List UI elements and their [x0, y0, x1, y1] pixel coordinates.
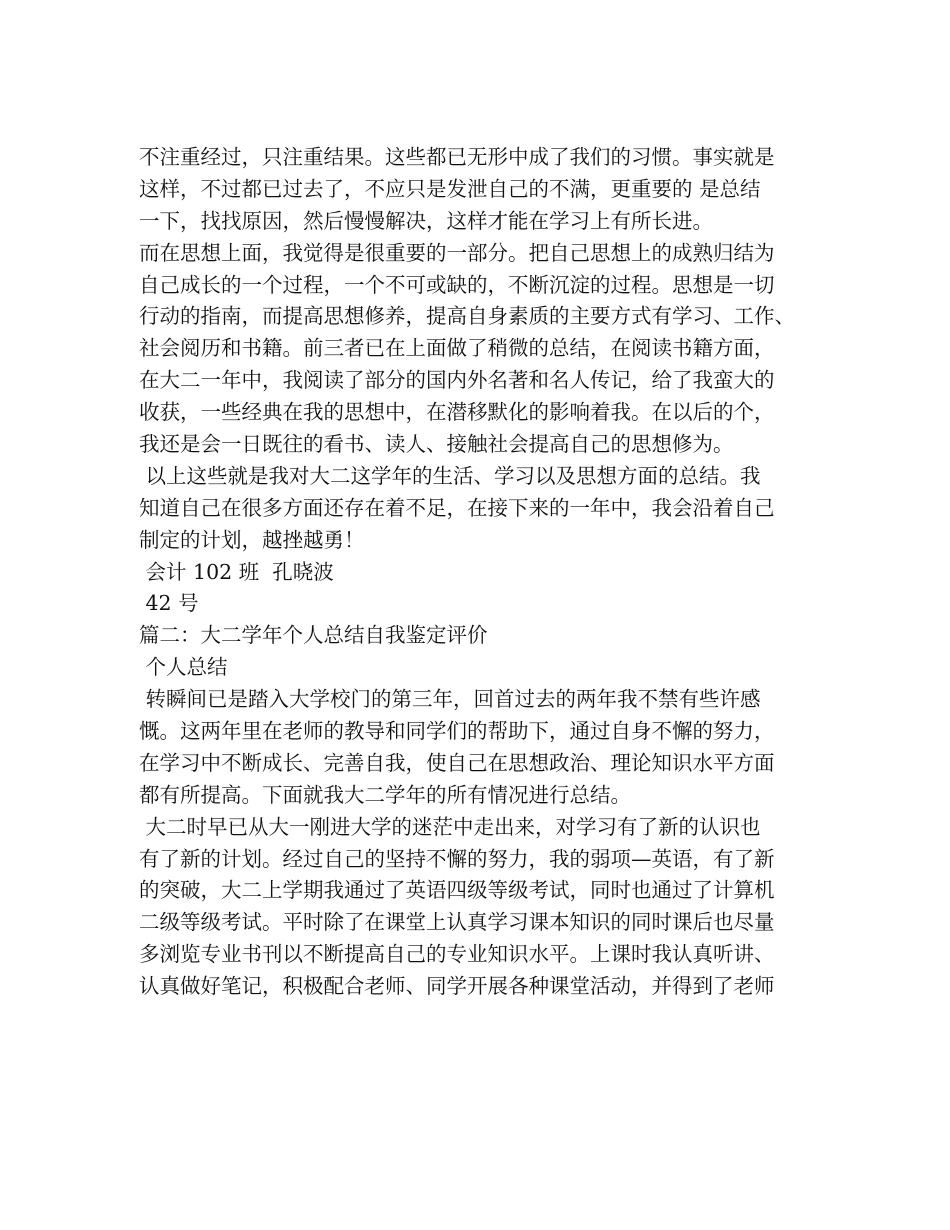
student-number-line: 42 号: [139, 591, 199, 616]
text-line-19: 慨。这两年里在老师的教导和同学们的帮助下，通过自身不懈的努力，: [139, 719, 775, 744]
text-line-25: 二级等级考试。平时除了在课堂上认真学习课本知识的同时课后也尽量: [139, 910, 775, 935]
text-line-2: 这样，不过都已过去了，不应只是发泄自己的不满，更重要的 是总结: [139, 176, 761, 201]
text-line-13: 制定的计划，越挫越勇！: [139, 527, 365, 552]
signature-line: 会计 102 班 孔晓波: [139, 559, 334, 584]
text-line-9: 收获，一些经典在我的思想中，在潜移默化的影响着我。在以后的个，: [139, 400, 775, 425]
document-body: [139, 142, 829, 1003]
text-line-7: 社会阅历和书籍。前三者已在上面做了稍微的总结，在阅读书籍方面，: [139, 336, 775, 361]
text-line-6: 行动的指南，而提高思想修养，提高自身素质的主要方式有学习、工作、: [139, 304, 795, 329]
text-line-26: 多浏览专业书刊以不断提高自己的专业知识水平。上课时我认真听讲、: [139, 942, 775, 967]
text-line-24: 的突破，大二上学期我通过了英语四级等级考试，同时也通过了计算机: [139, 878, 775, 903]
text-line-20: 在学习中不断成长、完善自我，使自己在思想政治、理论知识水平方面: [139, 750, 775, 775]
text-line-1: 不注重经过，只注重结果。这些都已无形中成了我们的习惯。事实就是: [139, 145, 775, 169]
section-heading: 篇二：大二学年个人总结自我鉴定评价: [139, 623, 488, 648]
text-line-27: 认真做好笔记，积极配合老师、同学开展各种课堂活动，并得到了老师: [139, 974, 775, 999]
text-line-5: 自己成长的一个过程，一个不可或缺的，不断沉淀的过程。思想是一切: [139, 272, 775, 297]
subsection-heading: 个人总结: [139, 655, 228, 680]
text-line-12: 知道自己在很多方面还存在着不足，在接下来的一年中，我会沿着自己: [139, 495, 775, 520]
text-line-10: 我还是会一日既往的看书、读人、接触社会提高自己的思想修为。: [139, 432, 734, 457]
text-line-4: 而在思想上面，我觉得是很重要的一部分。把自己思想上的成熟归结为: [139, 240, 775, 265]
text-line-18: 转瞬间已是踏入大学校门的第三年，回首过去的两年我不禁有些许感: [139, 687, 761, 712]
text-line-23: 有了新的计划。经过自己的坚持不懈的努力，我的弱项—英语，有了新: [139, 846, 775, 871]
text-line-22: 大二时早已从大一刚进大学的迷茫中走出来，对学习有了新的认识也: [139, 814, 761, 839]
text-line-3: 一下，找找原因，然后慢慢解决，这样才能在学习上有所长进。: [139, 208, 713, 233]
text-line-11: 以上这些就是我对大二这学年的生活、学习以及思想方面的总结。我: [139, 463, 761, 488]
text-line-8: 在大二一年中，我阅读了部分的国内外名著和名人传记，给了我蛮大的: [139, 368, 775, 393]
text-line-21: 都有所提高。下面就我大二学年的所有情况进行总结。: [139, 782, 631, 807]
